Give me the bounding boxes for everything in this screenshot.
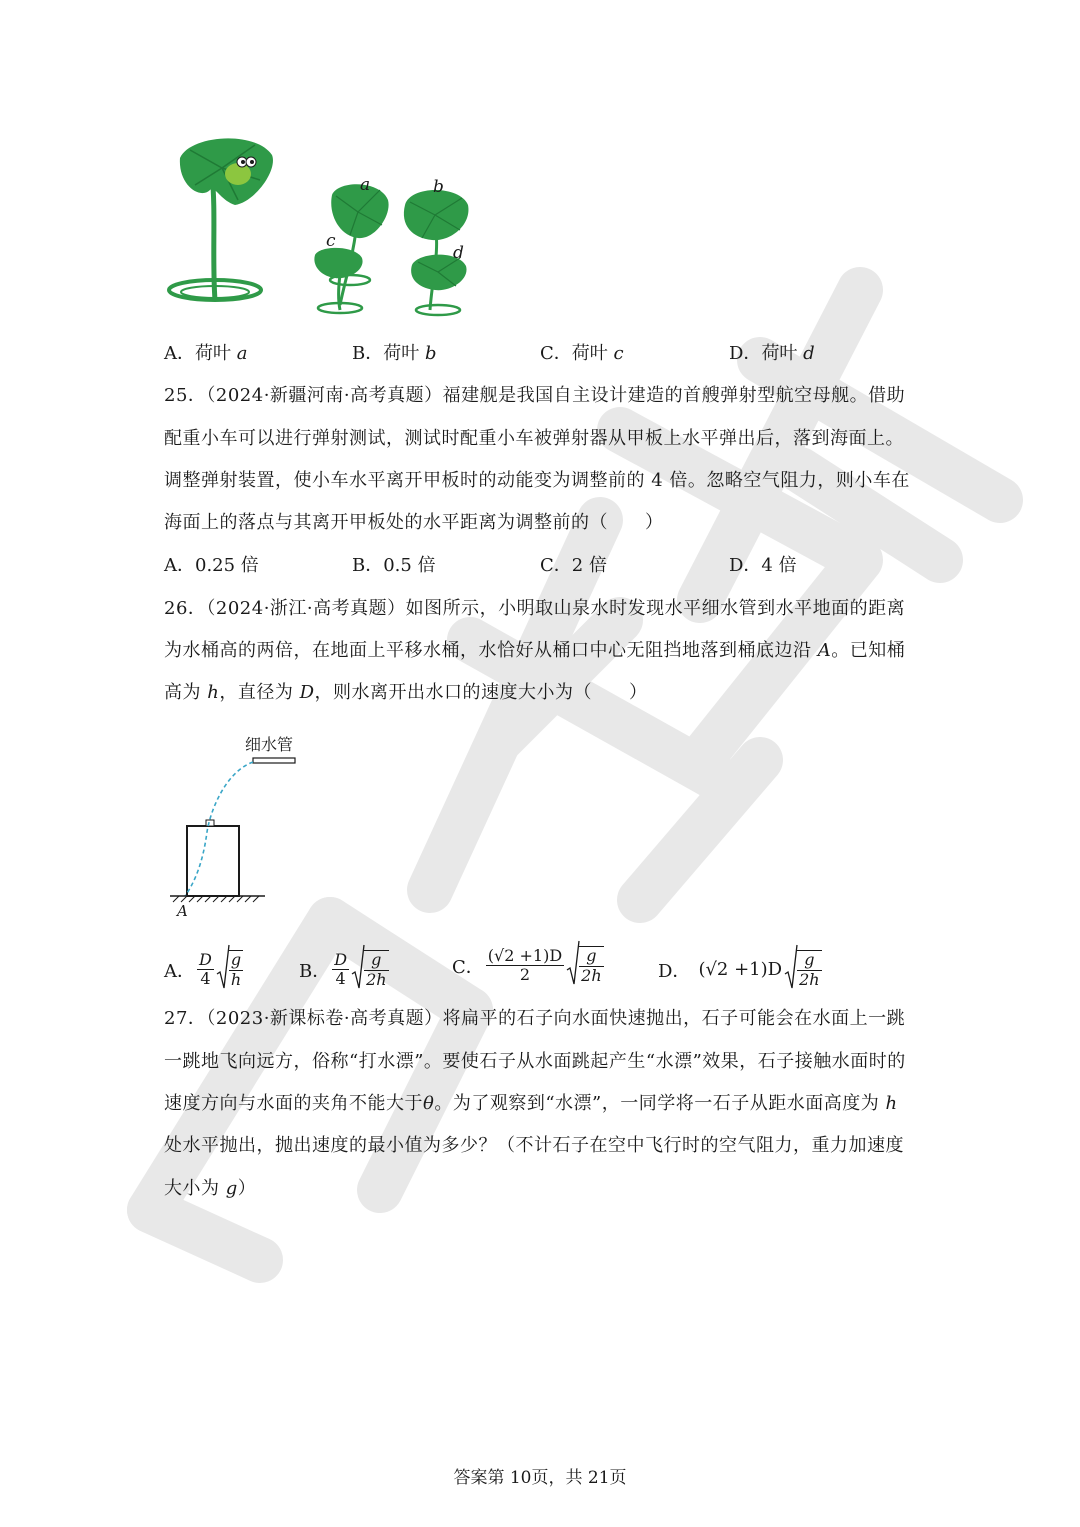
numerator: D <box>199 949 212 969</box>
radicand-fraction <box>364 950 388 989</box>
numerator: g <box>797 951 821 970</box>
denominator: h <box>230 969 242 989</box>
text: ，则水离开出水口的速度大小为（ ） <box>314 682 648 703</box>
var-h: h <box>885 1093 898 1114</box>
text: 高为 <box>164 682 208 703</box>
label-d: d <box>453 243 464 263</box>
denominator: 2h <box>799 969 820 989</box>
q26-stem-line-1: 26．（2024·浙江·高考真题）如图所示，小明取山泉水时发现水平细水管到水平地面的距离 <box>164 598 906 619</box>
option-letter: C． <box>452 956 484 978</box>
option-letter: D． <box>658 960 691 982</box>
q25-stem-line-4: 海面上的落点与其离开甲板处的水平距离为调整前的（ ） <box>164 512 664 533</box>
bucket-pipe-figure <box>165 732 315 922</box>
text: 。为了观察到“水漂”，一同学将一石子从距水面高度为 <box>434 1093 886 1114</box>
text: 大小为 <box>164 1178 226 1199</box>
sqrt-symbol <box>351 944 365 995</box>
denominator: 2 <box>519 965 531 984</box>
numerator: g <box>579 947 603 966</box>
text: ，直径为 <box>219 682 300 703</box>
q25-stem-line-1: 25．（2024·新疆河南·高考真题）福建舰是我国自主设计建造的首艘弹射型航空母舰。借助 <box>164 385 906 406</box>
numerator: (√2 +1)D <box>487 945 563 965</box>
q26-option-c[interactable] <box>452 940 604 991</box>
var-d: D <box>299 682 315 703</box>
q26-option-b[interactable] <box>299 944 389 995</box>
option-var: c <box>613 343 624 364</box>
option-text: 荷叶 <box>571 343 614 364</box>
q27-stem-line-3 <box>164 1089 898 1115</box>
radicand-fraction <box>579 946 603 985</box>
q24-option-a[interactable] <box>164 339 247 365</box>
option-letter: B． <box>299 960 331 982</box>
option-text: 荷叶 <box>383 343 425 364</box>
q25-stem-line-2: 配重小车可以进行弹射测试，测试时配重小车被弹射器从甲板上水平弹出后，落到海面上。 <box>164 428 904 449</box>
lotus-leaves-figure <box>160 130 490 330</box>
option-letter: D． <box>729 343 762 364</box>
q26-option-a[interactable] <box>164 944 243 995</box>
radicand-fraction <box>797 950 821 989</box>
option-letter: A． <box>164 343 195 364</box>
point-a-label: A <box>177 902 188 920</box>
option-letter: A． <box>164 960 195 982</box>
coef-fraction <box>197 951 214 989</box>
numerator: g <box>364 951 388 970</box>
numerator: g <box>229 951 243 970</box>
text: 为水桶高的两倍，在地面上平移水桶，水恰好从桶口中心无阻挡地落到桶底边沿 <box>164 640 818 661</box>
coefficient: (√2 +1)D <box>698 959 783 980</box>
q27-stem-line-1: 27．（2023·新课标卷·高考真题）将扁平的石子向水面快速抛出，石子可能会在水面上一跳 <box>164 1008 906 1029</box>
numerator: D <box>334 949 348 969</box>
q25-option-a[interactable]: A．0.25 倍 <box>164 555 259 576</box>
q25-option-c[interactable]: C．2 倍 <box>540 555 607 576</box>
denominator: 4 <box>335 969 346 988</box>
var-a: A <box>817 640 832 661</box>
option-var: a <box>236 343 248 364</box>
label-a: a <box>360 175 371 195</box>
q25-option-d[interactable]: D．4 倍 <box>729 555 797 576</box>
q26-stem-line-3 <box>164 678 648 704</box>
q24-option-d[interactable] <box>729 339 815 365</box>
option-text: 荷叶 <box>195 343 237 364</box>
radicand-fraction <box>229 950 243 989</box>
sqrt-symbol <box>216 944 230 995</box>
var-g: g <box>225 1178 238 1199</box>
var-h: h <box>207 682 220 703</box>
q25-option-b[interactable]: B．0.5 倍 <box>352 555 436 576</box>
option-text: 荷叶 <box>761 343 804 364</box>
label-c: c <box>326 231 336 251</box>
coef-fraction <box>332 951 349 989</box>
coef-fraction <box>486 947 564 985</box>
q25-stem-line-3: 调整弹射装置，使小车水平离开甲板时的动能变为调整前的 4 倍。忽略空气阻力，则小车在 <box>164 470 910 491</box>
page-footer: 答案第 10页，共 21页 <box>453 1468 627 1488</box>
option-letter: B． <box>352 343 384 364</box>
text: 。已知桶 <box>831 640 906 661</box>
text: ） <box>237 1178 257 1199</box>
var-theta: θ <box>423 1093 435 1114</box>
label-b: b <box>433 177 444 197</box>
pipe-label: 细水管 <box>245 735 294 754</box>
denominator: 4 <box>200 969 211 988</box>
option-var: d <box>803 343 815 364</box>
q26-option-d[interactable] <box>658 944 822 995</box>
denominator: 2h <box>366 969 387 989</box>
q24-option-b[interactable] <box>352 339 437 365</box>
denominator: 2h <box>581 965 602 985</box>
option-var: b <box>424 343 437 364</box>
option-letter: C． <box>540 343 572 364</box>
text: 速度方向与水面的夹角不能大于 <box>164 1093 423 1114</box>
q27-stem-line-5 <box>164 1174 256 1200</box>
q26-stem-line-2 <box>164 636 905 662</box>
sqrt-symbol <box>784 944 798 995</box>
q24-option-c[interactable] <box>540 339 624 365</box>
q27-stem-line-4: 处水平抛出，抛出速度的最小值为多少？（不计石子在空中飞行时的空气阻力，重力加速度 <box>164 1135 904 1156</box>
sqrt-symbol <box>566 940 580 991</box>
q27-stem-line-2: 一跳地飞向远方，俗称“打水漂”。要使石子从水面跳起产生“水漂”效果，石子接触水面时的 <box>164 1051 906 1072</box>
